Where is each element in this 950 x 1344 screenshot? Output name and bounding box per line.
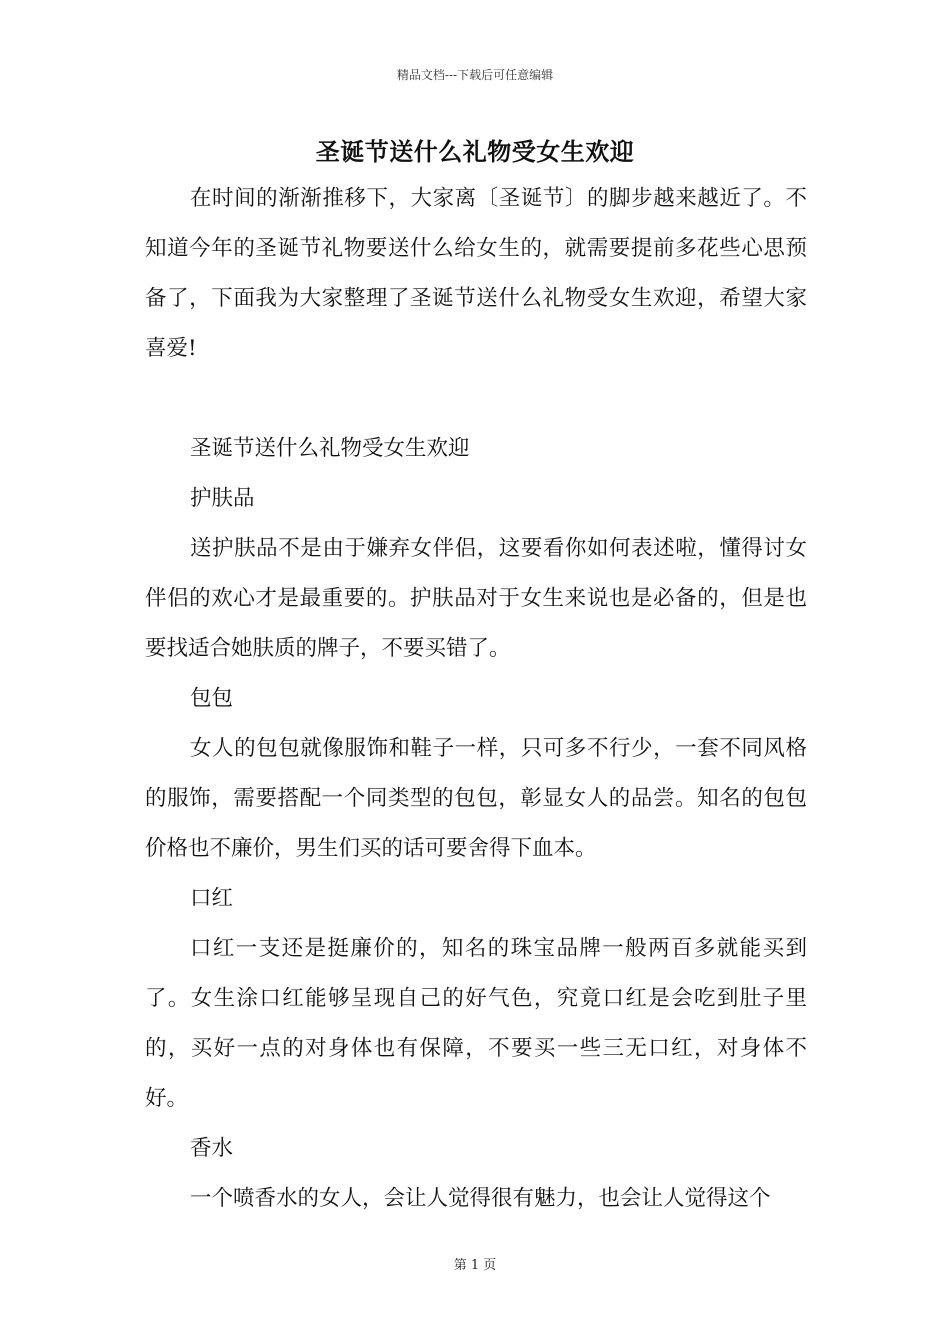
section-body-perfume: 一个喷香水的女人，会让人觉得很有魅力，也会让人觉得这个 (190, 1186, 771, 1211)
page-header: 精品文档---下载后可任意编辑 (396, 68, 554, 82)
section-body-skincare: 送护肤品不是由于嫌弃女伴侣，这要看你如何表述啦，懂得讨女伴侣的欢心才是最重要的。护肤品对于女生来说也是必备的，但是也要找适合她肤质的牌子，不要买错了。 (145, 536, 807, 661)
intro-paragraph: 在时间的渐渐推移下，大家离〔圣诞节〕的脚步越来越近了。不知道今年的圣诞节礼物要送什么给女生的，就需要提前多花些心思预备了，下面我为大家整理了圣诞节送什么礼物受女生欢迎，希望大家喜爱! (145, 186, 807, 361)
page-number: 第 1 页 (453, 1258, 497, 1273)
paragraph-gap (145, 374, 807, 424)
section-heading-perfume: 香水 (190, 1136, 234, 1161)
section-heading-lipstick: 口红 (190, 886, 234, 911)
section-body-bags: 女人的包包就像服饰和鞋子一样，只可多不行少，一套不同风格的服饰，需要搭配一个同类型的包包，彰显女人的品尝。知名的包包价格也不廉价，男生们买的话可要舍得下血本。 (145, 736, 807, 861)
section-heading-skincare: 护肤品 (190, 486, 255, 511)
document-title: 圣诞节送什么礼物受女生欢迎 (315, 137, 635, 166)
section-body-lipstick: 口红一支还是挺廉价的，知名的珠宝品牌一般两百多就能买到了。女生涂口红能够呈现自己的好气色，究竟口红是会吃到肚子里的，买好一点的对身体也有保障，不要买一些三无口红，对身体不好。 (145, 936, 807, 1111)
section-heading-bags: 包包 (190, 686, 234, 711)
document-body (145, 174, 807, 1224)
section-subtitle: 圣诞节送什么礼物受女生欢迎 (190, 436, 470, 461)
